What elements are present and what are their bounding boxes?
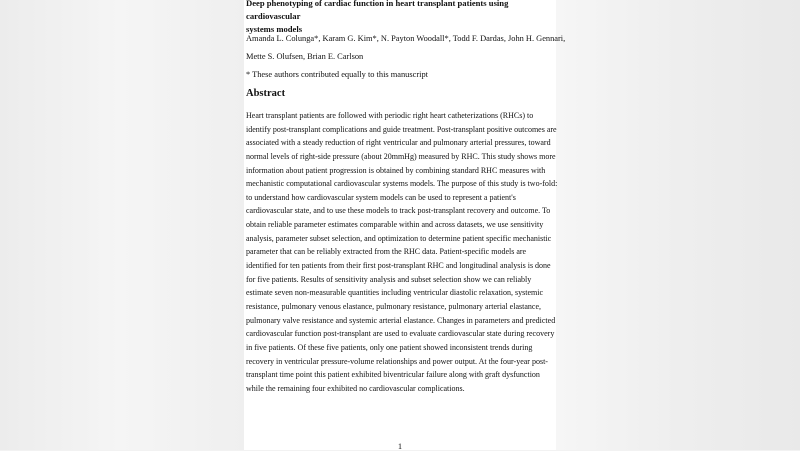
paper-title-line-2: systems models: [246, 24, 303, 34]
abstract-heading: Abstract: [246, 88, 286, 99]
document-page[interactable]: [244, 0, 566, 451]
abstract-line: obtain reliable parameter estimates comparable within and across datasets, we use sensitivity: [246, 220, 544, 230]
equal-contribution-note: * These authors contributed equally to this manuscript: [246, 70, 428, 79]
abstract-line: information about patient progression is obtained by combining standard RHC measures with: [246, 165, 546, 175]
author-list-line-2: Mette S. Olufsen, Brian E. Carlson: [246, 52, 364, 61]
abstract-line: cardiovascular state, and to use these models to track post-transplant recovery and outcome. To: [246, 206, 551, 216]
abstract-line: normal levels of right-side pressure (about 20mmHg) measured by RHC. This study shows more: [246, 151, 556, 161]
abstract-line: for five patients. Results of sensitivity analysis and subset selection show we can reliably: [246, 274, 532, 284]
abstract-line: to understand how cardiovascular system models can be used to represent a patient's: [246, 192, 516, 202]
abstract-line: in five patients. Of these five patients, only one patient showed inconsistent trends during: [246, 342, 533, 352]
abstract-line: pulmonary valve resistance and systemic arterial elastance. Changes in parameters and predicted: [246, 315, 556, 325]
abstract-line: mechanistic computational cardiovascular systems models. The purpose of this study is two-fold:: [246, 179, 558, 189]
page-number: 1: [397, 441, 403, 451]
paper-title: [246, 0, 552, 36]
abstract-line: recovery in ventricular pressure-volume relationships and power output. At the four-year post-: [246, 356, 548, 366]
abstract-line: associated with a steady reduction of right ventricular and pulmonary arterial pressures, toward: [246, 138, 551, 148]
author-list-line-1: Amanda L. Colunga*, Karam G. Kim*, N. Payton Woodall*, Todd F. Dardas, John H. Gennari,: [246, 34, 566, 43]
abstract-line: identified for ten patients from their first post-transplant RHC and longitudinal analysis is done: [246, 261, 551, 271]
abstract-line: cardiovascular function post-transplant are used to evaluate cardiovascular state during recovery: [246, 329, 555, 339]
paper-title-line-1: Deep phenotyping of cardiac function in heart transplant patients using cardiovascular: [246, 0, 509, 21]
abstract-line: resistance, pulmonary venous elastance, pulmonary resistance, pulmonary arterial elastance,: [246, 301, 541, 311]
abstract-line: while the remaining four exhibited no cardiovascular complications.: [246, 383, 465, 393]
abstract-line: analysis, parameter subset selection, and optimization to determine patient specific mechanistic: [246, 233, 552, 243]
abstract-line: transplant time point this patient exhibited biventricular failure along with graft dysfunction: [246, 370, 540, 380]
abstract-body: [246, 109, 558, 395]
abstract-line: identify post-transplant complications and guide treatment. Post-transplant positive outcomes are: [246, 124, 557, 134]
abstract-line: Heart transplant patients are followed with periodic right heart catheterizations (RHCs) to: [246, 111, 534, 120]
abstract-line: parameter that can be reliably extracted from the RHC data. Patient-specific models are: [246, 247, 527, 257]
abstract-line: estimate seven non-measurable quantities including ventricular diastolic relaxation, systemic: [246, 288, 544, 298]
